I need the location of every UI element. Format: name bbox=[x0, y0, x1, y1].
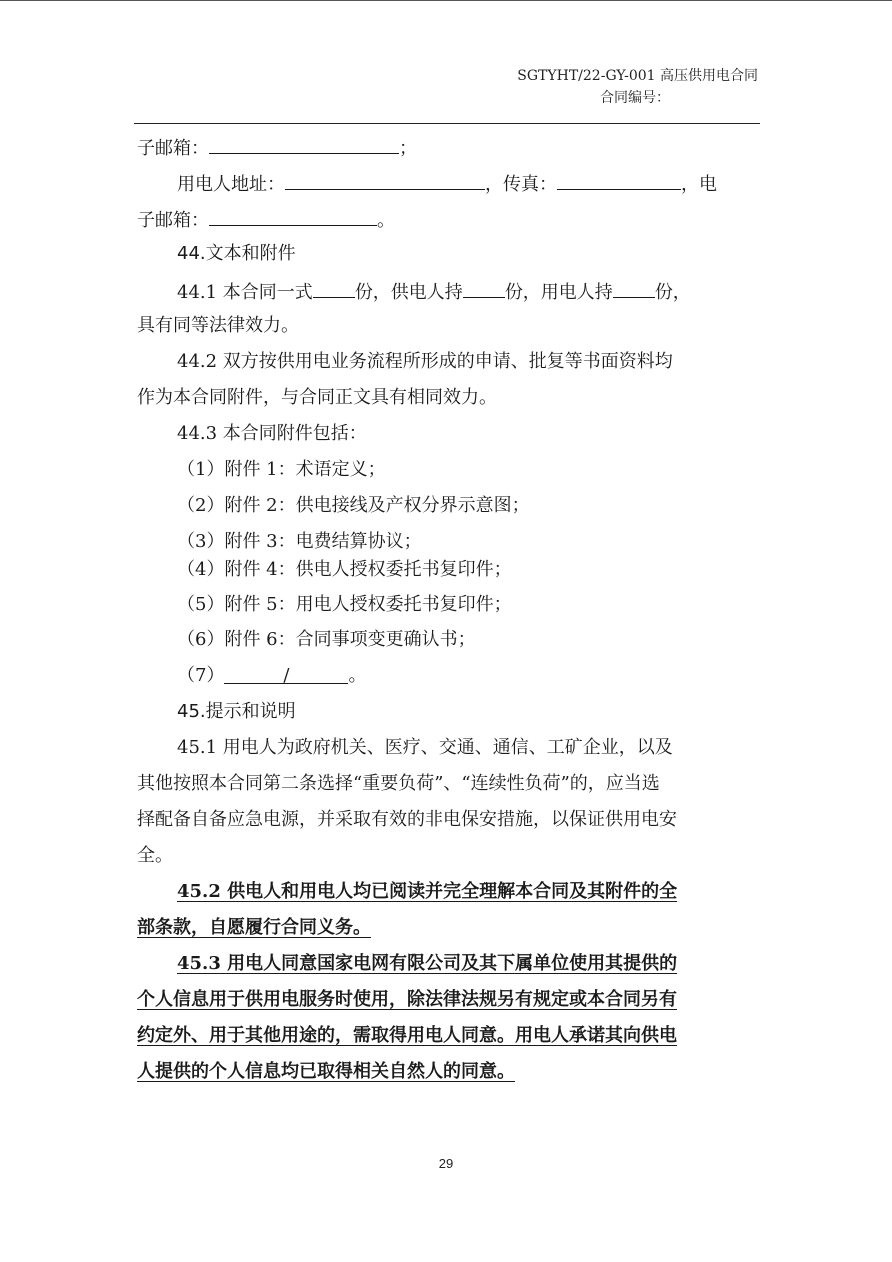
attachment-5: （5）附件 5：用电人授权委托书复印件； bbox=[177, 594, 512, 615]
section-45-heading: 45.提示和说明 bbox=[177, 701, 296, 722]
email-blank bbox=[209, 206, 377, 226]
clause-44-3: 44.3 本合同附件包括： bbox=[177, 423, 367, 444]
email-line-1 bbox=[137, 134, 417, 161]
user-copies-blank bbox=[613, 278, 655, 298]
clause-45-3-line4: 人提供的个人信息均已取得相关自然人的同意。 bbox=[137, 1061, 515, 1082]
fax-blank bbox=[557, 170, 681, 190]
punct: ； bbox=[399, 138, 417, 159]
clause-45-2-line1: 45.2 供电人和用电人均已阅读并完全理解本合同及其附件的全 bbox=[177, 881, 678, 902]
clause-44-2-line1: 44.2 双方按供用电业务流程所形成的申请、批复等书面资料均 bbox=[177, 351, 673, 372]
user-address-label: 用电人地址： bbox=[177, 174, 285, 195]
clause-45-3-line1: 45.3 用电人同意国家电网有限公司及其下属单位使用其提供的 bbox=[177, 953, 678, 974]
email-blank bbox=[209, 134, 399, 154]
copies-blank bbox=[313, 278, 355, 298]
clause-text: 44.1 本合同一式 bbox=[177, 282, 313, 303]
header-contract-title: SGTYHT/22-GY-001 高压供用电合同 bbox=[517, 68, 758, 84]
attachment-7-blank bbox=[224, 664, 348, 684]
clause-44-1-line bbox=[177, 278, 691, 305]
attachment-1: （1）附件 1：术语定义； bbox=[177, 459, 386, 480]
email-line-2 bbox=[137, 206, 395, 233]
email-label-start: ，电 bbox=[681, 174, 717, 195]
clause-text: 份， bbox=[654, 282, 691, 303]
clause-44-2-line2: 作为本合同附件，与合同正文具有相同效力。 bbox=[137, 387, 497, 408]
blank-slash: / bbox=[283, 665, 290, 686]
punct: 。 bbox=[377, 210, 395, 231]
attachment-7 bbox=[177, 664, 366, 688]
clause-text: 份，用电人持 bbox=[504, 282, 613, 303]
attachment-3: （3）附件 3：电费结算协议； bbox=[177, 531, 422, 552]
clause-45-1-line3: 择配备自备应急电源，并采取有效的非电保安措施，以保证供用电安 bbox=[137, 809, 677, 830]
header-contract-number-label: 合同编号： bbox=[600, 90, 670, 106]
user-address-line bbox=[177, 170, 717, 197]
section-44-heading: 44.文本和附件 bbox=[177, 243, 296, 264]
clause-45-2-line2: 部条款，自愿履行合同义务。 bbox=[137, 917, 371, 938]
page-number: 29 bbox=[438, 1156, 454, 1171]
attachment-2: （2）附件 2：供电接线及产权分界示意图； bbox=[177, 495, 530, 516]
punct: 。 bbox=[348, 665, 367, 686]
clause-44-1-cont: 具有同等法律效力。 bbox=[137, 315, 299, 336]
clause-45-1-line2: 其他按照本合同第二条选择“重要负荷”、“连续性负荷”的，应当选 bbox=[137, 773, 660, 794]
page-top-border bbox=[0, 0, 892, 1]
supplier-copies-blank bbox=[463, 278, 505, 298]
attachment-6: （6）附件 6：合同事项变更确认书； bbox=[177, 629, 476, 650]
clause-45-1-line4: 全。 bbox=[137, 845, 173, 866]
email-label: 子邮箱： bbox=[137, 210, 209, 231]
header-divider bbox=[134, 123, 760, 124]
clause-45-3-line3: 约定外、用于其他用途的，需取得用电人同意。用电人承诺其向供电 bbox=[137, 1025, 677, 1046]
attachment-7-number: （7） bbox=[177, 665, 225, 686]
clause-text: 份，供电人持 bbox=[354, 282, 463, 303]
fax-label: ，传真： bbox=[485, 174, 557, 195]
user-address-blank bbox=[285, 170, 485, 190]
clause-45-3-line2: 个人信息用于供用电服务时使用，除法律法规另有规定或本合同另有 bbox=[137, 989, 677, 1010]
attachment-4: （4）附件 4：供电人授权委托书复印件； bbox=[177, 559, 512, 580]
email-label: 子邮箱： bbox=[137, 138, 209, 159]
clause-45-1-line1: 45.1 用电人为政府机关、医疗、交通、通信、工矿企业，以及 bbox=[177, 737, 673, 758]
